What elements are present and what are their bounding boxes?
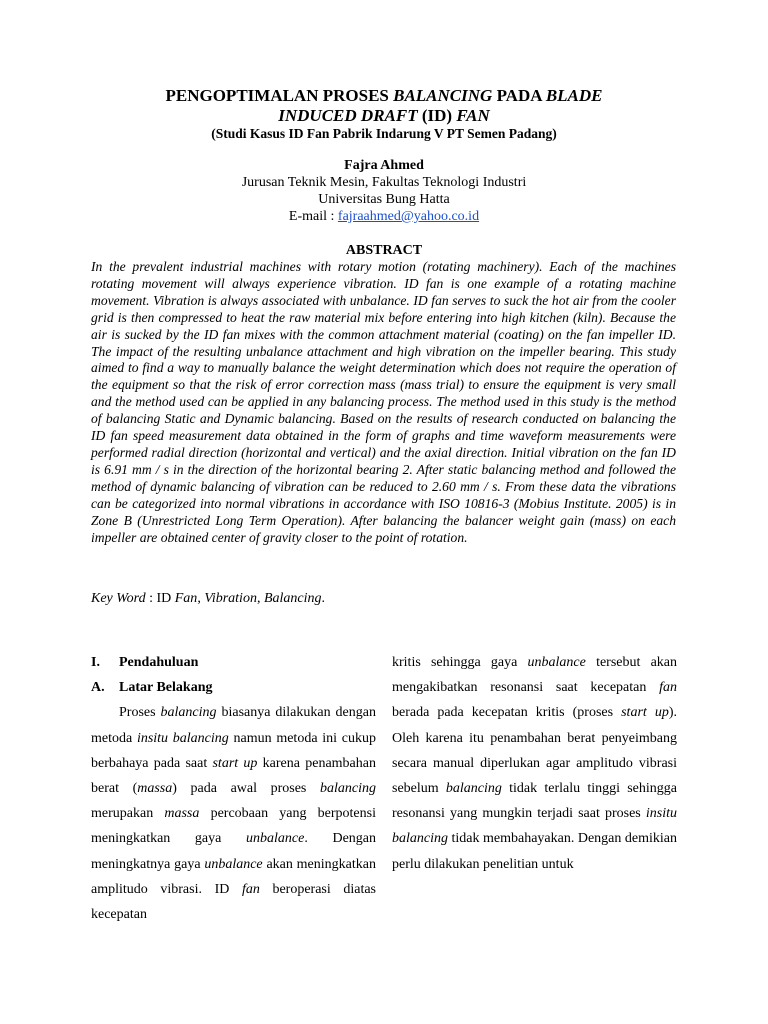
body-paragraph-left: Proses balancing biasanya dilakukan dengan metoda insitu balancing namun metoda ini cukup berbahaya pada saat start up karena penambahan berat (massa) pada awal proses balancing merupakan massa percobaan yang berpotensi meningkatkan gaya unbalance. Dengan meningkatnya gaya unbalance akan meningkatkan amplitudo vibrasi. ID fan beroperasi diatas kecepatan <box>91 705 376 923</box>
abstract-text: In the prevalent industrial machines with rotary motion (rotating machinery). Each of the machines rotating movement will always experience vibration. ID fan is one example of a rotating machine movement. Vibration is always associated with unbalance. ID fan serves to suck the hot air from the cooler grid is then compressed to heat the raw material mix before entering into high kitchen (kiln). Because the air is sucked by the ID fan mixes with the common attachment material (coating) on the fan impeller ID. The impact of the resulting unbalance attachment and high vibration on the impeller bearing. This study aimed to find a way to manually balance the weight determination which does not require the operation of the equipment so that the risk of error correction mass (mass trial) to ensure the equipment is very small and the method used can be applied in any balancing process. The method used in this study is the method of balancing Static and Dynamic balancing. Based on the results of research conducted on balancing the ID fan speed measurement data obtained in the form of graphs and time waveform measurements were performed radial direction (horizontal and vertical) and the axial direction. Initial vibration on the fan ID is 6.91 mm / s in the direction of the horizontal bearing 2. After static balancing method and followed the method of dynamic balancing of vibration can be reduced to 2.60 mm / s. From these data the vibrations can be categorized into normal vibrations in accordance with ISO 10816-3 (Mobius Institute. 2005) is in Zone B (Unrestricted Long Term Operation). After balancing the balancer weight gain (mass) on each impeller are obtained center of gravity closer to the point of rotation. <box>91 259 676 545</box>
paper-subtitle: (Studi Kasus ID Fan Pabrik Indarung V PT Semen Padang) <box>211 126 557 141</box>
keywords-line: Key Word : ID Fan, Vibration, Balancing. <box>91 591 325 606</box>
author-affiliation-university: Universitas Bung Hatta <box>318 192 450 207</box>
author-affiliation-faculty: Jurusan Teknik Mesin, Fakultas Teknologi Industri <box>241 175 527 190</box>
author-email-line <box>0 209 768 225</box>
abstract-heading: ABSTRACT <box>345 243 423 258</box>
section-heading: I. Pendahuluan <box>91 655 199 670</box>
paper-title-line-2: INDUCED DRAFT (ID) FAN <box>278 106 490 125</box>
keywords-label: Key Word <box>91 591 146 606</box>
subsection-heading: A. Latar Belakang <box>91 680 213 696</box>
author-name: Fajra Ahmed <box>344 158 424 173</box>
email-label: E-mail : <box>288 209 338 224</box>
body-paragraph-right: kritis sehingga gaya unbalance tersebut akan mengakibatkan resonansi saat kecepatan fan berada pada kecepatan kritis (proses start up). Oleh karena itu penambahan berat penyeimbang secara manual diperlukan agar amplitudo vibrasi sebelum balancing tidak terlalu tinggi sehingga resonansi yang mungkin terjadi saat proses insitu balancing tidak membahayakan. Dengan demikian perlu dilakukan penelitian untuk <box>392 655 678 872</box>
email-link[interactable]: fajraahmed@yahoo.co.id <box>337 209 480 224</box>
body-column-left <box>91 650 376 927</box>
body-column-right <box>392 650 677 877</box>
paper-title-line-1: PENGOPTIMALAN PROSES BALANCING PADA BLADE <box>165 86 603 105</box>
